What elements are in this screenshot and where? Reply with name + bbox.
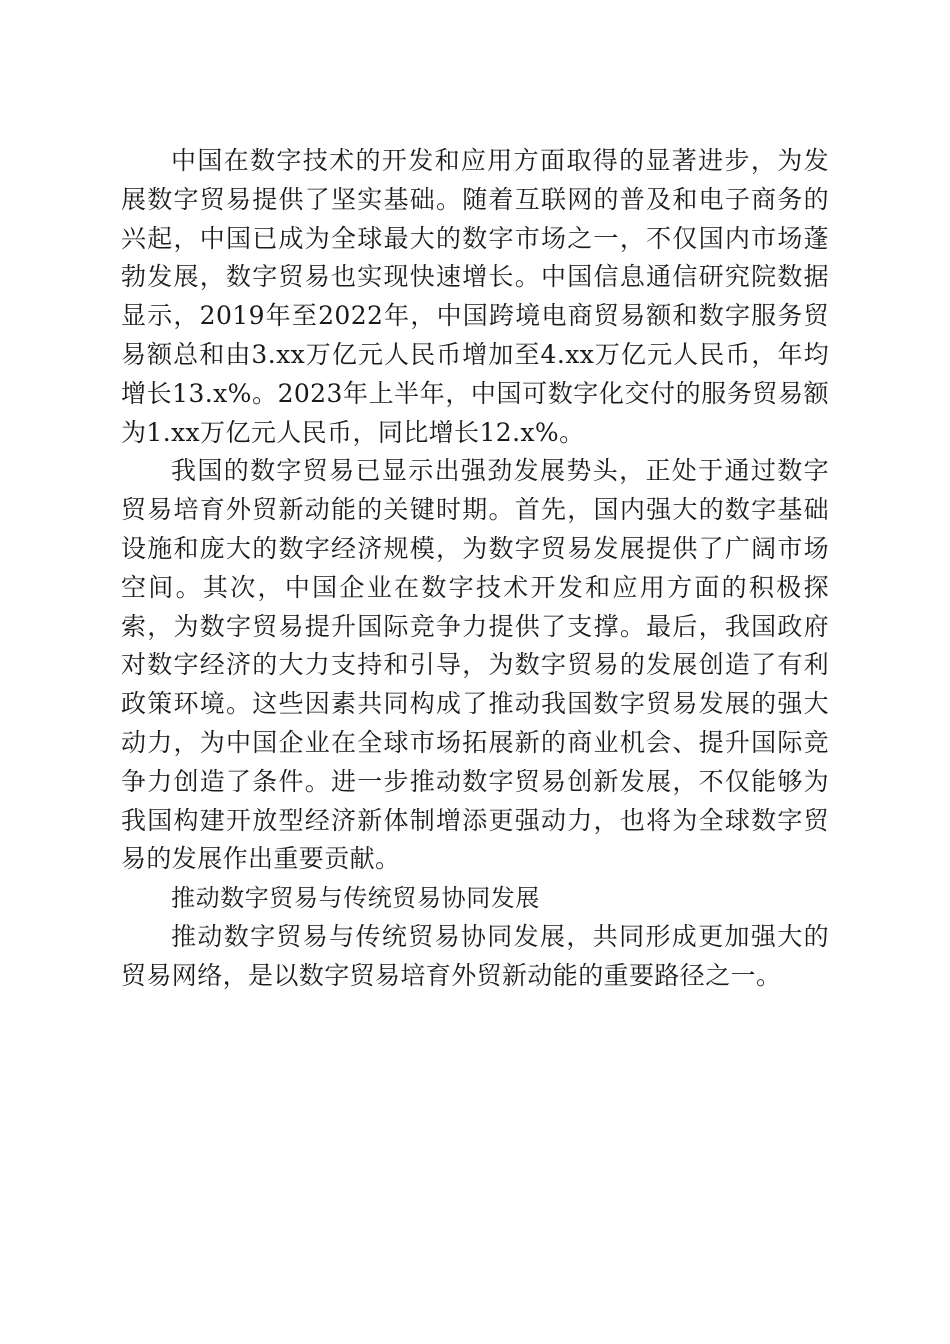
document-body — [121, 142, 829, 996]
paragraph-digital-trade-momentum: 我国的数字贸易已显示出强劲发展势头，正处于通过数字贸易培育外贸新动能的关键时期。首先，国内强大的数字基础设施和庞大的数字经济规模，为数字贸易发展提供了广阔市场空间。其次，中国企业在数字技术开发和应用方面的积极探索，为数字贸易提升国际竞争力提供了支撑。最后，我国政府对数字经济的大力支持和引导，为数字贸易的发展创造了有利政策环境。这些因素共同构成了推动我国数字贸易发展的强大动力，为中国企业在全球市场拓展新的商业机会、提升国际竞争力创造了条件。进一步推动数字贸易创新发展，不仅能够为我国构建开放型经济新体制增添更强动力，也将为全球数字贸易的发展作出重要贡献。 — [121, 456, 829, 874]
paragraph-coordinated-development: 推动数字贸易与传统贸易协同发展，共同形成更加强大的贸易网络，是以数字贸易培育外贸新动能的重要路径之一。 — [121, 921, 829, 990]
paragraph-digital-tech-progress: 中国在数字技术的开发和应用方面取得的显著进步，为发展数字贸易提供了坚实基础。随着互联网的普及和电子商务的兴起，中国已成为全球最大的数字市场之一，不仅国内市场蓬勃发展，数字贸易也实现快速增长。中国信息通信研究院数据显示，2019年至2022年，中国跨境电商贸易额和数字服务贸易额总和由3.xx万亿元人民币增加至4.xx万亿元人民币，年均增长13.x%。2023年上半年，中国可数字化交付的服务贸易额为1.xx万亿元人民币，同比增长12.x%。 — [121, 146, 829, 447]
section-heading: 推动数字贸易与传统贸易协同发展 — [171, 884, 540, 913]
